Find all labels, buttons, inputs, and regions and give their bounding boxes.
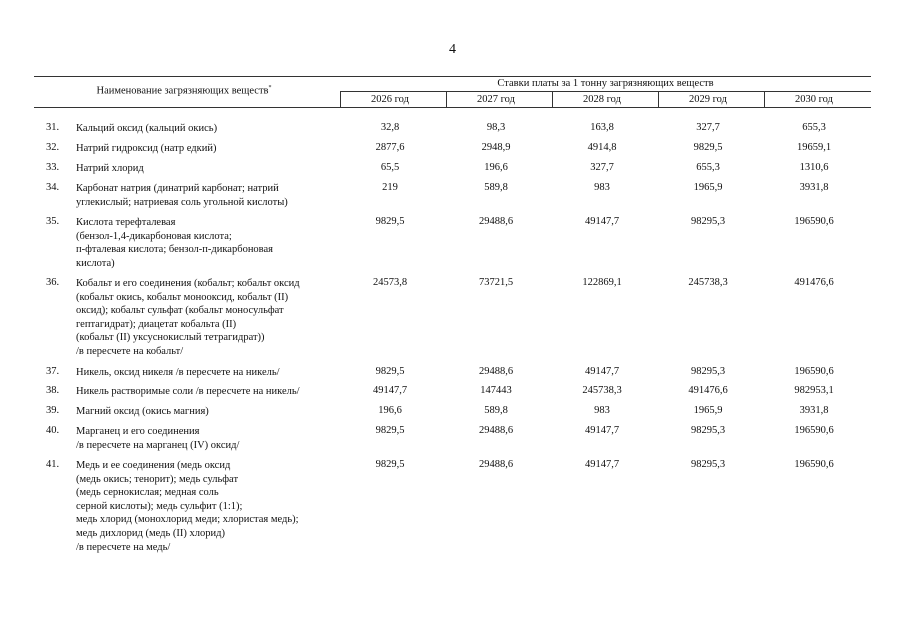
- substance-name: Карбонат натрия (динатрий карбонат; натрий углекислый; натриевая соль угольной кислоты): [76, 183, 288, 208]
- rate-2029: 245738,3: [688, 277, 728, 288]
- year-header-2027: 2027 год: [477, 94, 515, 105]
- rate-2030: 196590,6: [794, 425, 834, 436]
- column-divider: [764, 91, 765, 107]
- row-number: 37.: [46, 366, 60, 377]
- rate-2026: 9829,5: [375, 216, 405, 227]
- rate-2028: 49147,7: [584, 459, 620, 470]
- rate-2027: 29488,6: [478, 216, 514, 227]
- rate-2027: 73721,5: [478, 277, 514, 288]
- rate-2027: 589,8: [484, 182, 508, 193]
- rate-2028: 49147,7: [584, 425, 620, 436]
- rate-2030: 196590,6: [794, 216, 834, 227]
- year-header-2028: 2028 год: [583, 94, 621, 105]
- rate-2029: 9829,5: [693, 142, 723, 153]
- rate-2030: 196590,6: [794, 459, 834, 470]
- rate-2027: 2948,9: [481, 142, 511, 153]
- row-number: 34.: [46, 182, 60, 193]
- substance-name: Натрий хлорид: [76, 163, 144, 174]
- rate-2028: 245738,3: [582, 385, 622, 396]
- column-divider: [446, 91, 447, 107]
- row-number: 41.: [46, 459, 60, 470]
- substance-name: Никель растворимые соли /в пересчете на никель/: [76, 386, 300, 397]
- substance-column-header: Наименование загрязняющих веществ*: [96, 85, 272, 97]
- rate-2029: 98295,3: [690, 366, 726, 377]
- row-number: 38.: [46, 385, 60, 396]
- rate-2030: 491476,6: [794, 277, 834, 288]
- rate-2027: 147443: [480, 385, 512, 396]
- year-header-2030: 2030 год: [795, 94, 833, 105]
- row-number: 39.: [46, 405, 60, 416]
- rate-2026: 49147,7: [372, 385, 408, 396]
- rate-2028: 163,8: [590, 122, 614, 133]
- rate-2029: 1965,9: [693, 182, 723, 193]
- rate-2030: 3931,8: [799, 405, 829, 416]
- substance-name: Натрий гидроксид (натр едкий): [76, 143, 217, 154]
- row-number: 31.: [46, 122, 60, 133]
- rate-2029: 655,3: [696, 162, 720, 173]
- rate-2028: 327,7: [590, 162, 614, 173]
- column-divider: [340, 91, 341, 107]
- rate-2027: 196,6: [484, 162, 508, 173]
- column-divider: [658, 91, 659, 107]
- rate-2028: 983: [594, 182, 610, 193]
- rate-2026: 9829,5: [375, 366, 405, 377]
- substance-name: Кобальт и его соединения (кобальт; кобальт оксид (кобальт окись, кобальт монооксид, кобальт (II) оксид); кобальт сульфат (кобальт моносульфат гептагидрат); диацетат кобальта (II) (кобальт (II) уксуснокислый тетрагидрат)) /в пересчете на кобальт/: [76, 278, 300, 357]
- row-number: 40.: [46, 425, 60, 436]
- header-bottom-rule: [34, 107, 871, 108]
- rate-2030: 3931,8: [799, 182, 829, 193]
- rate-2028: 983: [594, 405, 610, 416]
- row-number: 33.: [46, 162, 60, 173]
- rate-2029: 98295,3: [690, 216, 726, 227]
- substance-name: Кислота терефталевая (бензол-1,4-дикарбоновая кислота; п-фталевая кислота; бензол-п-дикарбоновая кислота): [76, 217, 273, 269]
- rate-2029: 98295,3: [690, 459, 726, 470]
- row-number: 36.: [46, 277, 60, 288]
- substance-name: Никель, оксид никеля /в пересчете на никель/: [76, 367, 280, 378]
- substance-name: Марганец и его соединения /в пересчете на марганец (IV) оксид/: [76, 426, 240, 451]
- rate-2026: 32,8: [380, 122, 400, 133]
- substance-name: Медь и ее соединения (медь оксид (медь окись; тенорит); медь сульфат (медь сернокислая; медная соль серной кислоты); медь сульфит (1:1); медь хлорид (монохлорид меди; хлористая медь); медь дихлорид (медь (II) хлорид) /в пересчете на медь/: [76, 460, 299, 553]
- row-number: 32.: [46, 142, 60, 153]
- row-number: 35.: [46, 216, 60, 227]
- substance-name: Магний оксид (окись магния): [76, 406, 209, 417]
- header-mid-rule: [340, 91, 871, 92]
- rate-2026: 24573,8: [372, 277, 408, 288]
- substance-name: Кальций оксид (кальций окись): [76, 123, 218, 134]
- rate-2028: 122869,1: [582, 277, 622, 288]
- rate-2030: 19659,1: [796, 142, 832, 153]
- rate-2029: 98295,3: [690, 425, 726, 436]
- rate-2026: 9829,5: [375, 459, 405, 470]
- rates-column-header: Ставки платы за 1 тонну загрязняющих веществ: [497, 78, 714, 89]
- rate-2030: 1310,6: [799, 162, 829, 173]
- rate-2028: 4914,8: [587, 142, 617, 153]
- page-number: 4: [449, 42, 456, 57]
- rate-2026: 196,6: [378, 405, 402, 416]
- rate-2027: 29488,6: [478, 459, 514, 470]
- rate-2026: 65,5: [380, 162, 400, 173]
- year-header-2026: 2026 год: [371, 94, 409, 105]
- year-header-2029: 2029 год: [689, 94, 727, 105]
- rate-2029: 327,7: [696, 122, 720, 133]
- rate-2027: 589,8: [484, 405, 508, 416]
- rate-2028: 49147,7: [584, 366, 620, 377]
- rate-2030: 982953,1: [794, 385, 834, 396]
- rate-2030: 655,3: [802, 122, 826, 133]
- rate-2028: 49147,7: [584, 216, 620, 227]
- footnote-mark: *: [268, 85, 272, 91]
- rate-2030: 196590,6: [794, 366, 834, 377]
- rate-2029: 1965,9: [693, 405, 723, 416]
- column-divider: [552, 91, 553, 107]
- rate-2027: 98,3: [486, 122, 506, 133]
- rate-2029: 491476,6: [688, 385, 728, 396]
- rate-2027: 29488,6: [478, 425, 514, 436]
- rate-2026: 9829,5: [375, 425, 405, 436]
- rate-2026: 219: [382, 182, 398, 193]
- rate-2026: 2877,6: [375, 142, 405, 153]
- rate-2027: 29488,6: [478, 366, 514, 377]
- table-top-rule: [34, 76, 871, 77]
